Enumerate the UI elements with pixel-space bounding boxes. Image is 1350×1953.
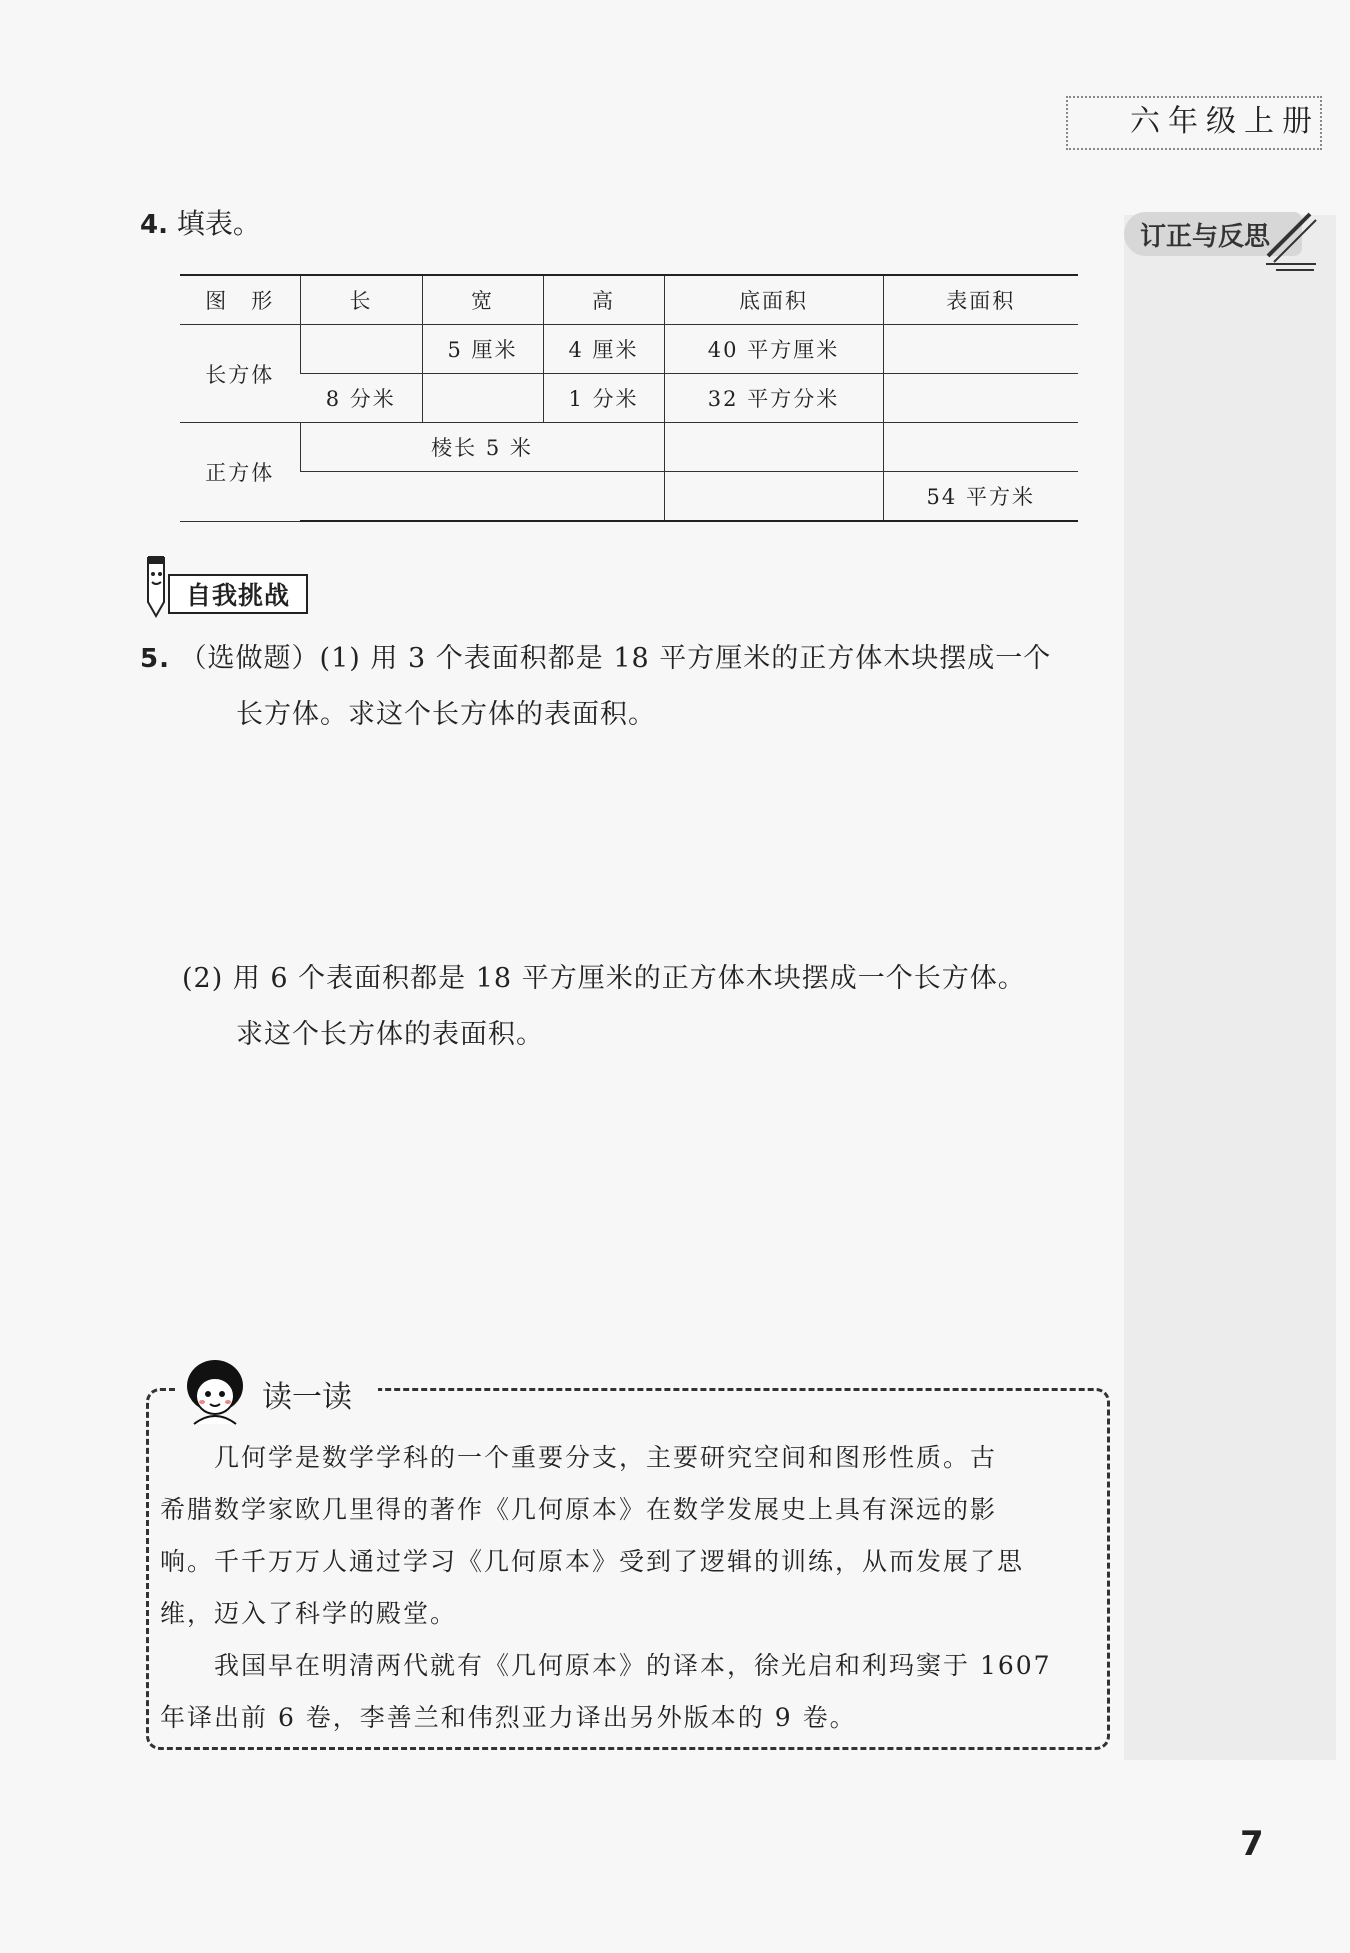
table-row bbox=[180, 423, 1078, 472]
question-text: （选做题）(1) 用 3 个表面积都是 18 平方厘米的正方体木块摆成一个 bbox=[179, 643, 1052, 674]
table-cell: 4 厘米 bbox=[543, 325, 664, 374]
table-cell: 8 分米 bbox=[300, 374, 422, 423]
grade-label: 六年级上册 bbox=[1130, 104, 1320, 139]
table-header-row bbox=[180, 275, 1078, 325]
table-cell: 32 平方分米 bbox=[664, 374, 883, 423]
answer-cell[interactable] bbox=[300, 325, 422, 374]
row-label-cube: 正方体 bbox=[180, 423, 300, 522]
answer-cell[interactable] bbox=[422, 374, 543, 423]
header-cell: 长 bbox=[300, 275, 422, 325]
answer-cell[interactable] bbox=[664, 472, 883, 522]
header-cell: 表面积 bbox=[883, 275, 1078, 325]
reading-line: 我国早在明清两代就有《几何原本》的译本，徐光启和利玛窦于 1607 bbox=[160, 1651, 1052, 1680]
margin-tab-label: 订正与反思 bbox=[1140, 221, 1271, 252]
answer-cell[interactable] bbox=[883, 423, 1078, 472]
answer-cell[interactable] bbox=[883, 325, 1078, 374]
challenge-label: 自我挑战 bbox=[185, 581, 290, 610]
table-cell: 棱长 5 米 bbox=[300, 423, 664, 472]
reading-title: 读一读 bbox=[262, 1380, 352, 1415]
fill-table bbox=[180, 274, 1078, 522]
answer-cell[interactable] bbox=[664, 423, 883, 472]
question-4-title bbox=[140, 202, 261, 242]
header-cell: 底面积 bbox=[664, 275, 883, 325]
challenge-badge bbox=[168, 574, 308, 614]
question-5-line-2: 长方体。求这个长方体的表面积。 bbox=[236, 699, 656, 730]
girl-avatar-icon bbox=[182, 1356, 248, 1426]
table-cell: 1 分米 bbox=[543, 374, 664, 423]
reading-line: 维，迈入了科学的殿堂。 bbox=[160, 1599, 458, 1628]
header-cell: 图 形 bbox=[180, 275, 300, 325]
table-row bbox=[180, 472, 1078, 522]
question-number: 5. bbox=[140, 644, 170, 674]
question-number: 4. bbox=[140, 210, 168, 240]
answer-cell[interactable] bbox=[300, 472, 664, 522]
answer-cell[interactable] bbox=[883, 374, 1078, 423]
row-label-cuboid: 长方体 bbox=[180, 325, 300, 423]
pencil-icon bbox=[1256, 206, 1320, 272]
table-row bbox=[180, 325, 1078, 374]
question-text: 填表。 bbox=[176, 207, 261, 240]
question-5-part-2-line-2: 求这个长方体的表面积。 bbox=[236, 1019, 544, 1050]
reading-line: 几何学是数学学科的一个重要分支，主要研究空间和图形性质。古 bbox=[160, 1443, 998, 1472]
question-5-line-1 bbox=[140, 636, 1051, 675]
page-number: 7 bbox=[1240, 1824, 1264, 1864]
reading-line: 年译出前 6 卷，李善兰和伟烈亚力译出另外版本的 9 卷。 bbox=[160, 1703, 857, 1732]
table-cell: 40 平方厘米 bbox=[664, 325, 883, 374]
table-cell: 5 厘米 bbox=[422, 325, 543, 374]
question-5-part-2-line-1: (2) 用 6 个表面积都是 18 平方厘米的正方体木块摆成一个长方体。 bbox=[182, 963, 1026, 994]
table-row bbox=[180, 374, 1078, 423]
header-cell: 高 bbox=[543, 275, 664, 325]
header-cell: 宽 bbox=[422, 275, 543, 325]
reading-line: 希腊数学家欧几里得的著作《几何原本》在数学发展史上具有深远的影 bbox=[160, 1495, 998, 1524]
table-cell: 54 平方米 bbox=[883, 472, 1078, 522]
reading-line: 响。千千万万人通过学习《几何原本》受到了逻辑的训练，从而发展了思 bbox=[160, 1547, 1025, 1576]
margin-panel bbox=[1124, 215, 1336, 1760]
